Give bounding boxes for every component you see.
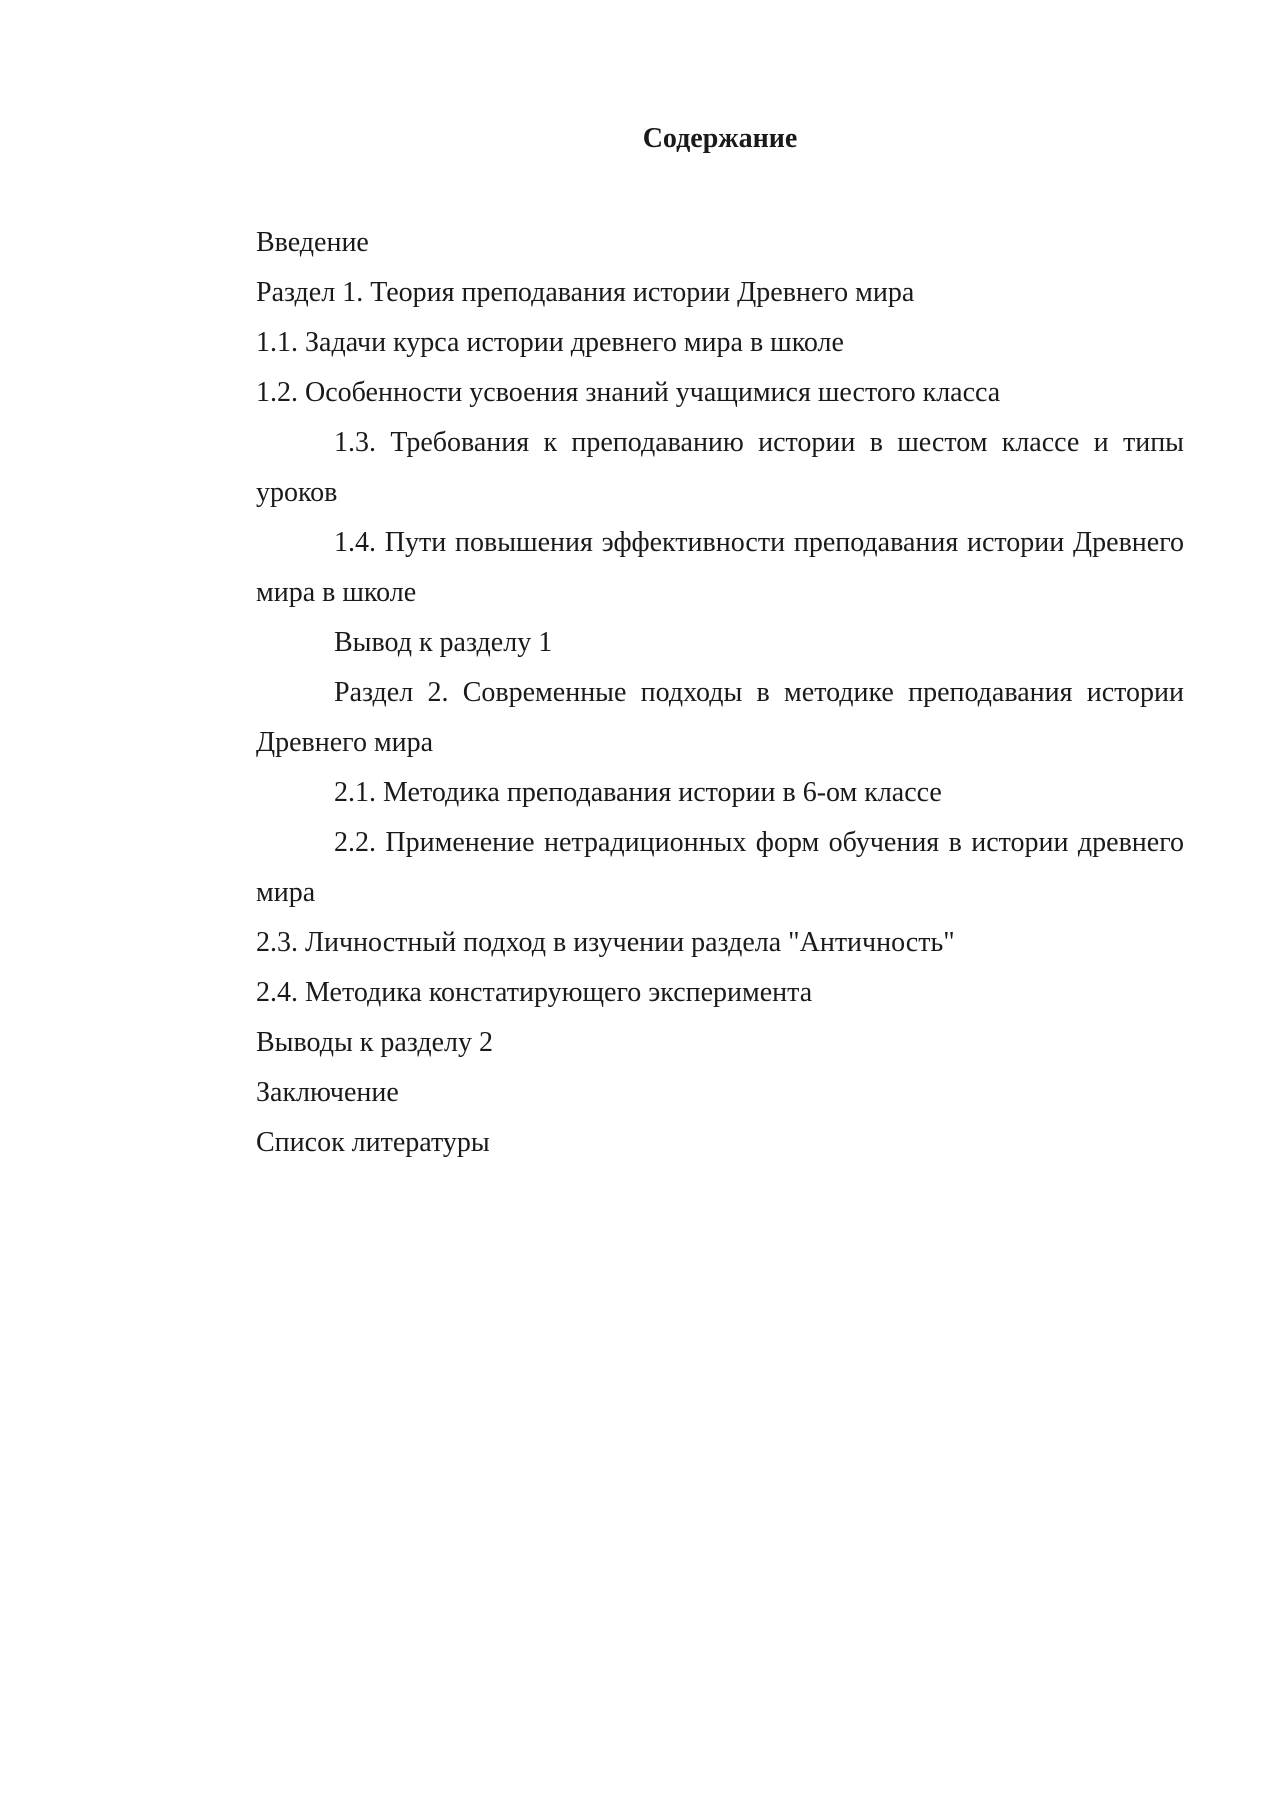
toc-entry-section-2: Раздел 2. Современные подходы в методике преподавания истории Древнего мира — [256, 677, 1184, 758]
toc-entry-conclusions-section-2: Выводы к разделу 2 — [256, 1027, 494, 1058]
table-of-contents — [256, 218, 1184, 1168]
toc-entry-conclusion-section-1: Вывод к разделу 1 — [334, 627, 553, 658]
toc-entry-conclusion: Заключение — [256, 1077, 399, 1108]
page-title: Содержание — [642, 123, 798, 154]
toc-entry-2-1: 2.1. Методика преподавания истории в 6-ом классе — [334, 777, 942, 808]
toc-entry-bibliography: Список литературы — [256, 1127, 490, 1158]
toc-entry-section-1: Раздел 1. Теория преподавания истории Древнего мира — [256, 277, 915, 308]
toc-entry-1-3: 1.3. Требования к преподаванию истории в шестом классе и типы уроков — [256, 427, 1184, 508]
toc-entry-introduction: Введение — [256, 227, 369, 258]
toc-entry-1-4: 1.4. Пути повышения эффективности преподавания истории Древнего мира в школе — [256, 527, 1184, 608]
toc-entry-1-1: 1.1. Задачи курса истории древнего мира в школе — [256, 327, 844, 358]
toc-entry-2-2: 2.2. Применение нетрадиционных форм обучения в истории древнего мира — [256, 827, 1184, 908]
toc-entry-1-2: 1.2. Особенности усвоения знаний учащимися шестого класса — [256, 377, 1001, 408]
toc-entry-2-3: 2.3. Личностный подход в изучении раздела "Античность" — [256, 927, 955, 958]
toc-entry-2-4: 2.4. Методика констатирующего эксперимента — [256, 977, 813, 1008]
